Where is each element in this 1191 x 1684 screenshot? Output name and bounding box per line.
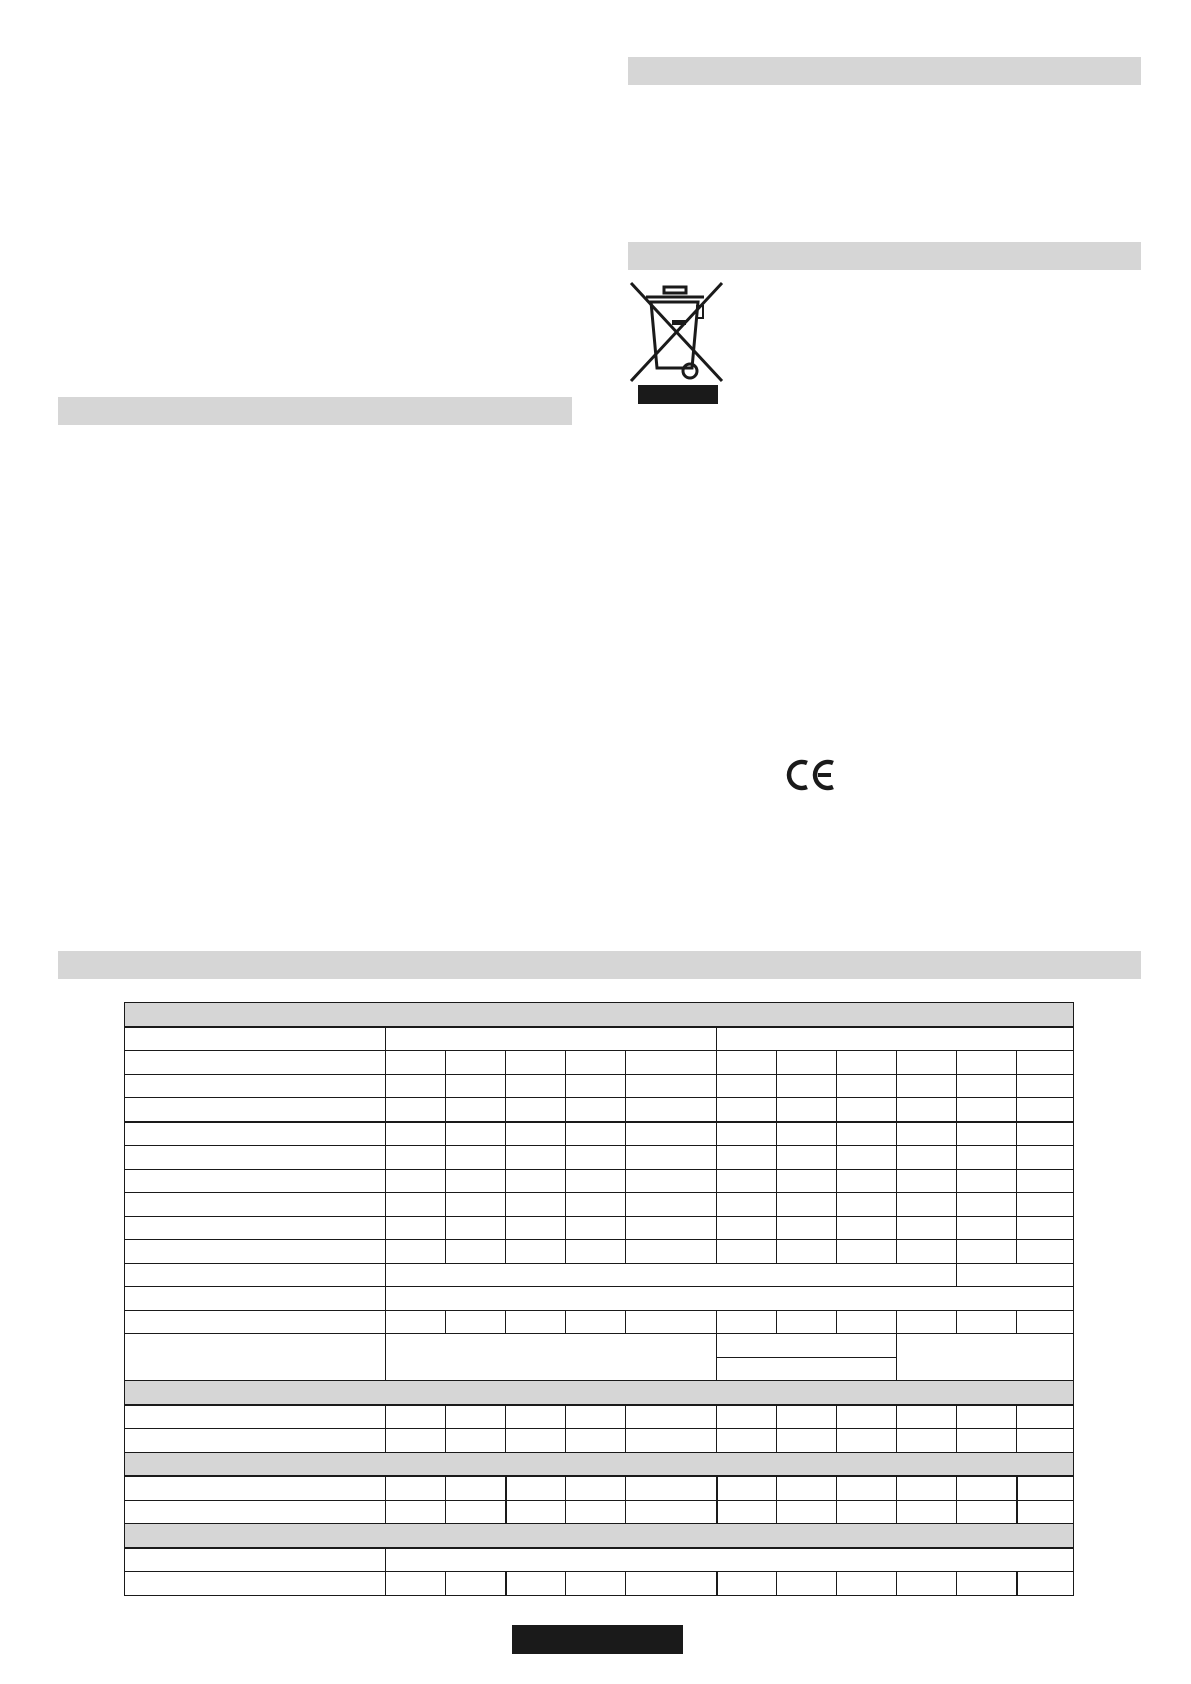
table-cell [566,1146,626,1170]
table-cell [897,1429,957,1453]
table-cell [386,1429,446,1453]
table-cell [777,1193,837,1217]
table-cell [1017,1405,1074,1429]
table-cell [897,1098,957,1122]
table-cell [386,1240,446,1264]
table-cell [566,1216,626,1240]
table-cell [566,1476,626,1500]
table-cell [386,1476,446,1500]
table-cell [1017,1169,1074,1193]
table-cell [446,1310,506,1334]
table-cell [717,1169,777,1193]
table-cell [717,1357,897,1381]
table-cell [717,1500,777,1524]
table-cell [446,1240,506,1264]
table-cell [837,1476,897,1500]
table-cell [717,1051,777,1075]
table-cell [837,1122,897,1146]
table-cell [386,1548,1074,1572]
table-cell [717,1310,777,1334]
table-cell [957,1310,1017,1334]
table-cell [125,1169,386,1193]
table-cell [125,1098,386,1122]
table-cell [837,1216,897,1240]
table-cell [386,1122,446,1146]
table-cell [717,1074,777,1098]
table-cell [717,1146,777,1170]
table-cell [897,1146,957,1170]
table-cell [386,1263,957,1287]
table-cell [626,1216,717,1240]
table-cell [957,1500,1017,1524]
table-cell [626,1500,717,1524]
table-cell [506,1310,566,1334]
table-cell [1017,1098,1074,1122]
table-cell [1017,1476,1074,1500]
table-cell [125,1240,386,1264]
section-bar-technical-data [58,951,1141,979]
table-cell [506,1240,566,1264]
table-cell [1017,1429,1074,1453]
table-cell [125,1051,386,1075]
table-section-header-row [125,1003,1074,1027]
table-cell [837,1310,897,1334]
crossed-out-wheelie-bin-icon [628,280,728,404]
table-row [125,1051,1074,1075]
table-cell [446,1500,506,1524]
table-cell [446,1476,506,1500]
table-cell [837,1098,897,1122]
table-cell [837,1051,897,1075]
table-cell [717,1240,777,1264]
table-cell [386,1193,446,1217]
table-cell [626,1429,717,1453]
table-cell [717,1216,777,1240]
table-section-header-row [125,1524,1074,1548]
table-cell [1017,1122,1074,1146]
table-cell [717,1429,777,1453]
table-section-header-row [125,1381,1074,1405]
table-cell [386,1405,446,1429]
table-cell [125,1405,386,1429]
table-cell [566,1240,626,1264]
table-cell [566,1500,626,1524]
table-cell [717,1193,777,1217]
table-cell [446,1074,506,1098]
technical-data-table [124,1002,1074,1596]
table-cell [897,1310,957,1334]
table-cell [1017,1216,1074,1240]
table-cell [837,1500,897,1524]
table-cell [837,1169,897,1193]
table-cell [386,1051,446,1075]
table-cell [717,1027,1074,1051]
table-cell [777,1240,837,1264]
table-cell [777,1500,837,1524]
table-cell [566,1098,626,1122]
table-row [125,1500,1074,1524]
table-cell [386,1098,446,1122]
table-cell [125,1122,386,1146]
table-row [125,1169,1074,1193]
table-cell [566,1074,626,1098]
table-cell [446,1216,506,1240]
table-cell [506,1500,566,1524]
table-cell [717,1572,777,1596]
table-cell [506,1572,566,1596]
table-cell [897,1476,957,1500]
table-cell [506,1169,566,1193]
table-cell [897,1169,957,1193]
table-cell [717,1334,897,1358]
table-cell [837,1193,897,1217]
technical-data-table-body [125,1003,1074,1596]
table-row [125,1240,1074,1264]
table-section-header-row [125,1452,1074,1476]
table-cell [1017,1074,1074,1098]
table-cell [897,1500,957,1524]
table-cell [957,1476,1017,1500]
table-cell [897,1122,957,1146]
table-cell [125,1193,386,1217]
table-cell [446,1193,506,1217]
table-cell [717,1098,777,1122]
table-cell [897,1216,957,1240]
table-cell [446,1429,506,1453]
table-cell [777,1169,837,1193]
table-cell [506,1074,566,1098]
table-cell [626,1310,717,1334]
table-cell [386,1500,446,1524]
table-cell [957,1216,1017,1240]
table-cell [446,1572,506,1596]
table-cell [125,1429,386,1453]
table-row [125,1287,1074,1311]
table-cell [957,1240,1017,1264]
table-row [125,1263,1074,1287]
table-cell [566,1193,626,1217]
table-cell [386,1310,446,1334]
table-cell [566,1310,626,1334]
table-cell [897,1334,1074,1381]
table-cell [506,1405,566,1429]
table-cell [125,1263,386,1287]
table-cell [626,1240,717,1264]
table-cell [717,1476,777,1500]
table-cell [386,1287,1074,1311]
table-row [125,1098,1074,1122]
table-cell [1017,1500,1074,1524]
table-cell [777,1122,837,1146]
table-cell [506,1193,566,1217]
table-cell [1017,1051,1074,1075]
table-cell [506,1216,566,1240]
table-cell [506,1476,566,1500]
table-row [125,1572,1074,1596]
table-cell [125,1074,386,1098]
table-cell [837,1405,897,1429]
table-cell [626,1122,717,1146]
table-cell [125,1334,386,1381]
table-cell [897,1240,957,1264]
table-cell [777,1074,837,1098]
table-cell [125,1500,386,1524]
table-cell [957,1051,1017,1075]
table-cell [386,1572,446,1596]
table-cell [125,1027,386,1051]
table-cell [837,1240,897,1264]
table-cell [717,1122,777,1146]
table-cell [957,1169,1017,1193]
page-number-block [512,1625,683,1654]
table-cell [386,1027,717,1051]
table-cell [777,1476,837,1500]
table-row [125,1429,1074,1453]
table-cell [506,1122,566,1146]
table-cell [777,1146,837,1170]
table-cell [777,1216,837,1240]
table-cell [125,1572,386,1596]
table-cell [566,1051,626,1075]
table-cell [1017,1146,1074,1170]
table-cell [897,1405,957,1429]
table-row [125,1146,1074,1170]
table-cell [957,1572,1017,1596]
table-cell [125,1310,386,1334]
table-cell [506,1429,566,1453]
table-cell [566,1122,626,1146]
table-cell [125,1548,386,1572]
table-cell [777,1429,837,1453]
table-cell [386,1146,446,1170]
table-cell [897,1572,957,1596]
table-cell [1017,1193,1074,1217]
table-cell [957,1429,1017,1453]
table-cell [446,1146,506,1170]
table-cell [446,1122,506,1146]
table-cell [777,1572,837,1596]
table-cell [1017,1310,1074,1334]
table-row [125,1310,1074,1334]
table-row [125,1548,1074,1572]
table-cell [125,1003,1074,1027]
ce-mark-icon [785,757,839,793]
table-cell [446,1051,506,1075]
table-cell [626,1193,717,1217]
table-cell [957,1263,1074,1287]
table-cell [626,1098,717,1122]
table-row [125,1027,1074,1051]
table-cell [717,1405,777,1429]
table-cell [957,1074,1017,1098]
table-cell [837,1429,897,1453]
table-cell [446,1169,506,1193]
table-cell [897,1074,957,1098]
table-cell [837,1074,897,1098]
table-cell [626,1572,717,1596]
table-cell [957,1098,1017,1122]
table-cell [446,1098,506,1122]
table-cell [125,1287,386,1311]
table-cell [506,1051,566,1075]
table-cell [125,1381,1074,1405]
table-cell [1017,1240,1074,1264]
table-cell [566,1169,626,1193]
table-cell [566,1572,626,1596]
table-cell [626,1074,717,1098]
table-row [125,1074,1074,1098]
section-bar-right-disposal [628,242,1141,270]
table-cell [626,1476,717,1500]
table-cell [777,1310,837,1334]
table-cell [777,1098,837,1122]
table-cell [125,1146,386,1170]
table-cell [506,1098,566,1122]
table-cell [1017,1572,1074,1596]
table-cell [897,1051,957,1075]
table-cell [957,1122,1017,1146]
table-cell [386,1169,446,1193]
table-cell [386,1074,446,1098]
table-row [125,1193,1074,1217]
table-cell [125,1524,1074,1548]
table-cell [626,1405,717,1429]
table-cell [125,1452,1074,1476]
table-row [125,1476,1074,1500]
table-cell [125,1216,386,1240]
table-cell [777,1405,837,1429]
table-cell [566,1405,626,1429]
table-cell [506,1146,566,1170]
table-cell [897,1193,957,1217]
table-cell [957,1193,1017,1217]
table-cell [626,1146,717,1170]
section-bar-left [58,397,572,425]
table-cell [957,1405,1017,1429]
table-cell [446,1405,506,1429]
table-cell [777,1051,837,1075]
table-cell [626,1051,717,1075]
table-cell [626,1169,717,1193]
table-cell [386,1334,717,1381]
section-bar-right-top [628,57,1141,85]
table-cell [566,1429,626,1453]
table-cell [386,1216,446,1240]
table-row [125,1122,1074,1146]
table-row [125,1216,1074,1240]
table-cell [837,1572,897,1596]
table-row [125,1334,1074,1358]
table-row [125,1405,1074,1429]
table-cell [957,1146,1017,1170]
table-cell [125,1476,386,1500]
table-cell [837,1146,897,1170]
